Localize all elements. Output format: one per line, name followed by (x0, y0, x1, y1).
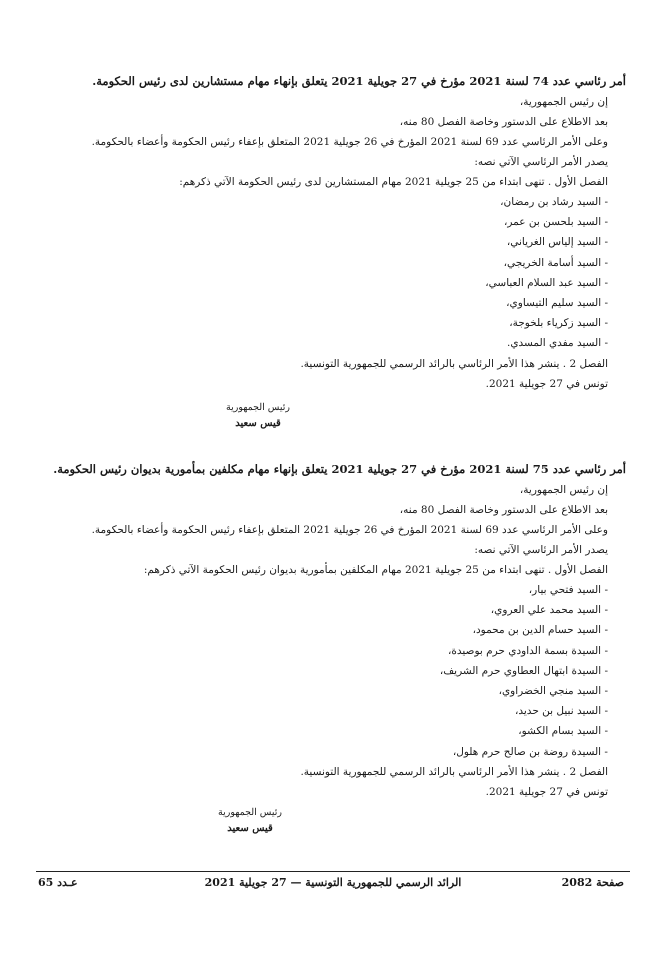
list-item: - السيد منجي الخضراوي، (498, 685, 608, 698)
issue-number: عـدد 65 (38, 876, 78, 889)
decree-place-date: تونس في 27 جويلية 2021. (485, 785, 608, 798)
list-item: - السيد إلياس الغرياني، (506, 236, 608, 249)
decree-article-1: الفصل الأول . تنهى ابتداء من 25 جويلية 2021 مهام المستشارين لدى رئيس الحكومة الآتي ذكرهم: (179, 176, 608, 188)
decree-recital-order: وعلى الأمر الرئاسي عدد 69 لسنة 2021 المؤرخ في 26 جويلية 2021 المتعلق بإعفاء رئيس الحكومة وأعضاء بالحكومة. (91, 524, 608, 536)
list-item: - السيد عبد السلام العباسي، (485, 276, 608, 289)
decree-intro: إن رئيس الجمهورية، (519, 96, 608, 108)
decree-recital-constitution: بعد الاطلاع على الدستور وخاصة الفصل 80 منه، (399, 116, 608, 128)
list-item: - السيد فتحي بيار، (528, 584, 608, 596)
list-item: - السيد بسام الكشو، (518, 725, 608, 738)
decree-title: أمر رئاسي عدد 75 لسنة 2021 مؤرخ في 27 جويلية 2021 يتعلق بإنهاء مهام مكلفين بمأمورية بديوان رئيس الحكومة. (53, 462, 626, 476)
decree-article-2: الفصل 2 . ينشر هذا الأمر الرئاسي بالرائد الرسمي للجمهورية التونسية. (300, 765, 608, 778)
list-item: - السيد زكرياء بلخوجة، (509, 317, 608, 330)
list-item: - السيد أسامة الخريجي، (503, 256, 608, 269)
decree-74 (60, 70, 626, 394)
journal-name: الرائد الرسمي للجمهورية التونسية — 27 جويلية 2021 (204, 876, 462, 889)
decree-enactment: يصدر الأمر الرئاسي الآتي نصه: (474, 544, 608, 556)
list-item: - السيد نبيل بن حديد، (514, 705, 608, 718)
list-item: - السيد حسام الدين بن محمود، (472, 624, 608, 637)
list-item: - السيد بلحسن بن عمر، (503, 216, 608, 229)
signature-role: رئيس الجمهورية (218, 807, 282, 818)
signature-name: قيس سعيد (227, 823, 273, 834)
signature-name: قيس سعيد (235, 418, 281, 429)
signature-block (198, 400, 318, 432)
names-list (60, 580, 626, 762)
list-item: - السيد رشاد بن رمضان، (500, 196, 608, 208)
footer-divider (36, 871, 630, 872)
list-item: - السيدة روضة بن صالح حرم هلول، (452, 745, 608, 758)
decree-title: أمر رئاسي عدد 74 لسنة 2021 مؤرخ في 27 جويلية 2021 يتعلق بإنهاء مهام مستشارين لدى رئيس الحكومة. (92, 74, 626, 88)
list-item: - السيد مفدي المسدي. (506, 337, 608, 350)
decree-article-1: الفصل الأول . تنهى ابتداء من 25 جويلية 2021 مهام المكلفين بمأمورية بديوان رئيس الحكومة الآتي ذكرهم: (143, 564, 608, 576)
list-item: - السيد محمد علي العروي، (490, 604, 608, 617)
signature-role: رئيس الجمهورية (226, 402, 290, 413)
decree-recital-order: وعلى الأمر الرئاسي عدد 69 لسنة 2021 المؤرخ في 26 جويلية 2021 المتعلق بإعفاء رئيس الحكومة وأعضاء بالحكومة. (91, 136, 608, 148)
signature-block (190, 805, 310, 837)
names-list (60, 192, 626, 354)
list-item: - السيدة بسمة الداودي حرم بوصيدة، (447, 644, 608, 657)
list-item: - السيد سليم التيساوي، (506, 297, 608, 310)
decree-enactment: يصدر الأمر الرئاسي الآتي نصه: (474, 156, 608, 168)
decree-place-date: تونس في 27 جويلية 2021. (485, 377, 608, 390)
decree-intro: إن رئيس الجمهورية، (519, 484, 608, 496)
page-footer (36, 876, 630, 894)
page-number: صفحة 2082 (561, 876, 624, 889)
list-item: - السيدة ابتهال العطاوي حرم الشريف، (439, 664, 608, 677)
decree-75 (53, 458, 626, 802)
decree-article-2: الفصل 2 . ينشر هذا الأمر الرئاسي بالرائد الرسمي للجمهورية التونسية. (300, 357, 608, 370)
decree-recital-constitution: بعد الاطلاع على الدستور وخاصة الفصل 80 منه، (399, 504, 608, 516)
